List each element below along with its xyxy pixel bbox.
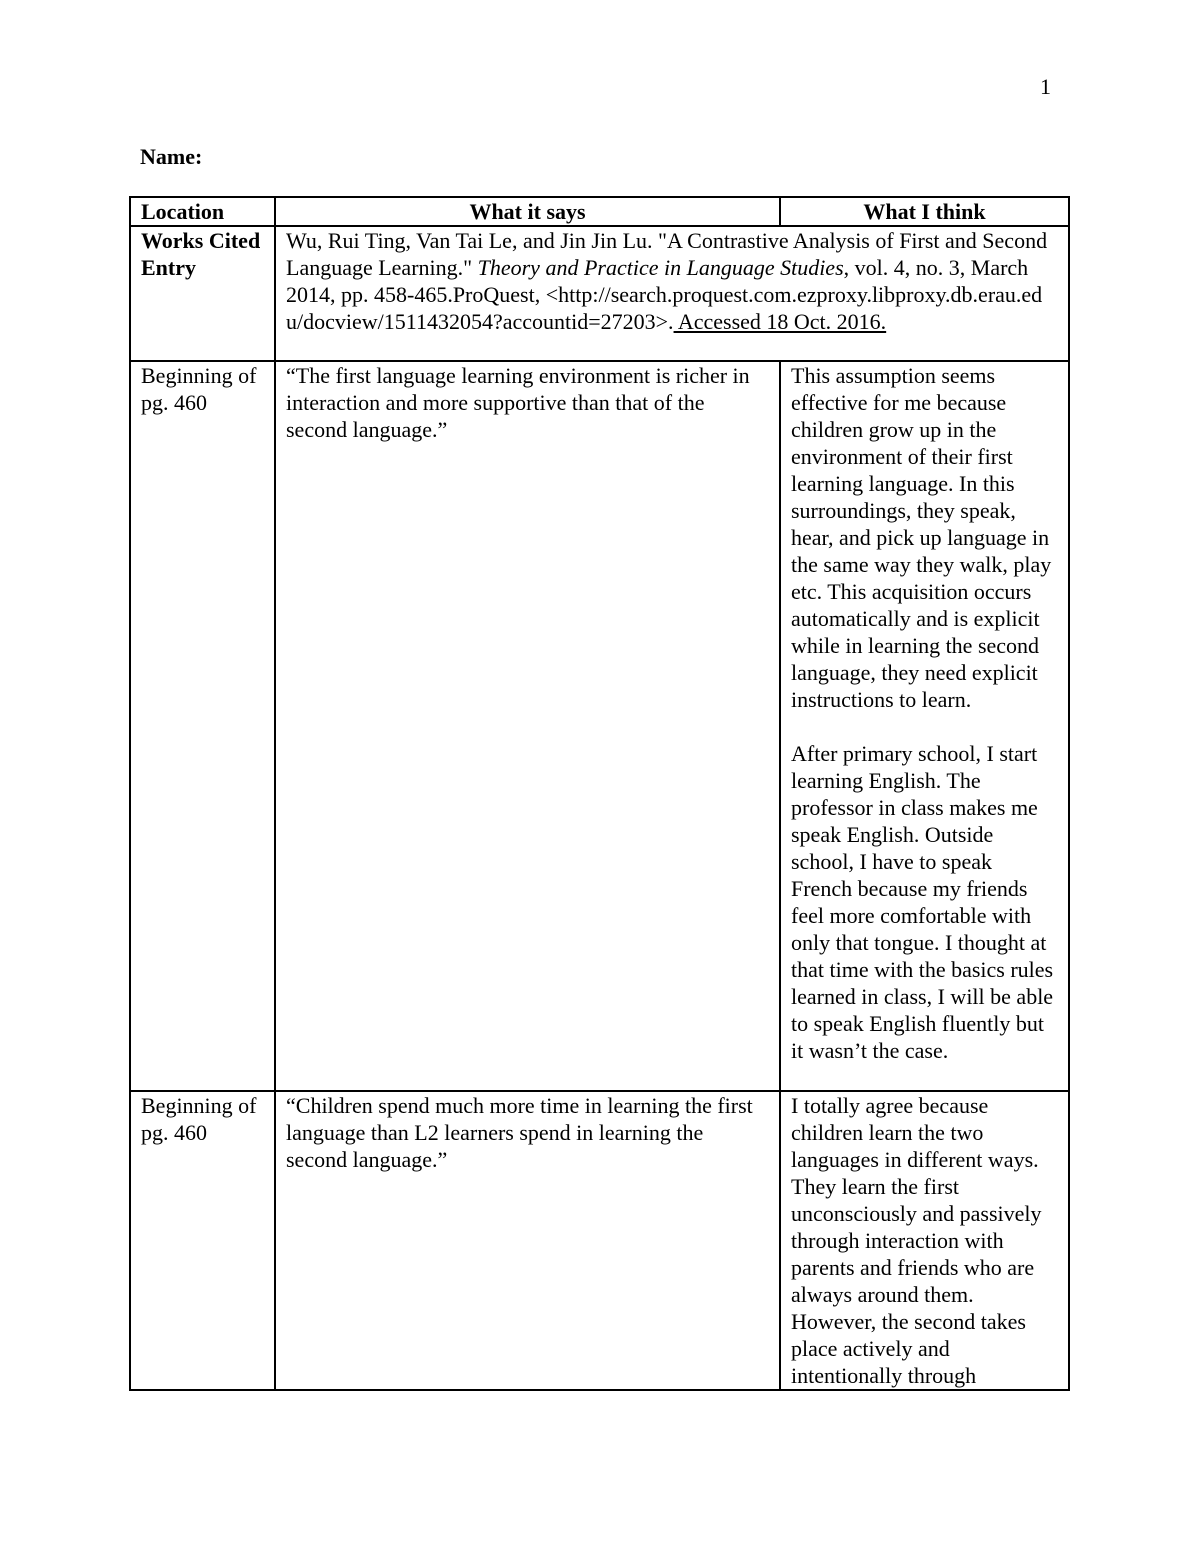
table-row bbox=[130, 1091, 1069, 1390]
journal-title: Theory and Practice in Language Studies bbox=[477, 255, 844, 280]
reading-notes-table bbox=[129, 196, 1070, 1391]
row-quote: “The first language learning environment is richer in interaction and more supportive than that of the second language.” bbox=[275, 361, 780, 1091]
table-row bbox=[130, 361, 1069, 1091]
citation-location: Works Cited Entry bbox=[130, 226, 275, 361]
citation-text-2: , vol. 4, no. 3, March 2014, pp. 458-465.ProQuest, bbox=[286, 255, 1029, 307]
header-location: Location bbox=[130, 197, 275, 226]
citation-text: Wu, Rui Ting, Van Tai Le, and Jin Jin Lu. "A Contrastive Analysis of First and Second Language Learning." bbox=[286, 228, 1048, 280]
page-number: 1 bbox=[1040, 74, 1051, 99]
accessed-date: Accessed 18 Oct. 2016. bbox=[673, 309, 887, 334]
name-label: Name: bbox=[140, 144, 203, 169]
row-quote: “Children spend much more time in learning the first language than L2 learners spend in learning the second language.” bbox=[275, 1091, 780, 1390]
response-paragraph: This assumption seems effective for me because children grow up in the environment of their first learning language. In this surroundings, they speak, hear, and pick up language in the same way they walk, play etc. This acquisition occurs automatically and is explicit while in learning the second language, they need explicit instructions to learn. bbox=[791, 363, 1052, 712]
row-response bbox=[780, 361, 1069, 1091]
response-paragraph: After primary school, I start learning English. The professor in class makes me speak English. Outside school, I have to speak French because my friends feel more comfortable with only that tongue. I thought at that time with the basics rules learned in class, I will be able to speak English fluently but it wasn’t the case. bbox=[791, 741, 1054, 1063]
citation-entry bbox=[275, 226, 1069, 361]
citation-row bbox=[130, 226, 1069, 361]
header-what-i-think: What I think bbox=[780, 197, 1069, 226]
row-location: Beginning of pg. 460 bbox=[130, 1091, 275, 1390]
row-location: Beginning of pg. 460 bbox=[130, 361, 275, 1091]
response-paragraph: I totally agree because children learn the two languages in different ways. They learn the first unconsciously and passively through interaction with parents and friends who are always around them. However, the second takes place actively and intentionally through bbox=[791, 1093, 1042, 1388]
header-what-it-says: What it says bbox=[275, 197, 780, 226]
header-row bbox=[130, 197, 1069, 226]
citation-url[interactable]: <http://search.proquest.com.ezproxy.libproxy.db.erau.edu/docview/1511432054?accountid=27203>. bbox=[286, 282, 1043, 334]
row-response bbox=[780, 1091, 1069, 1390]
